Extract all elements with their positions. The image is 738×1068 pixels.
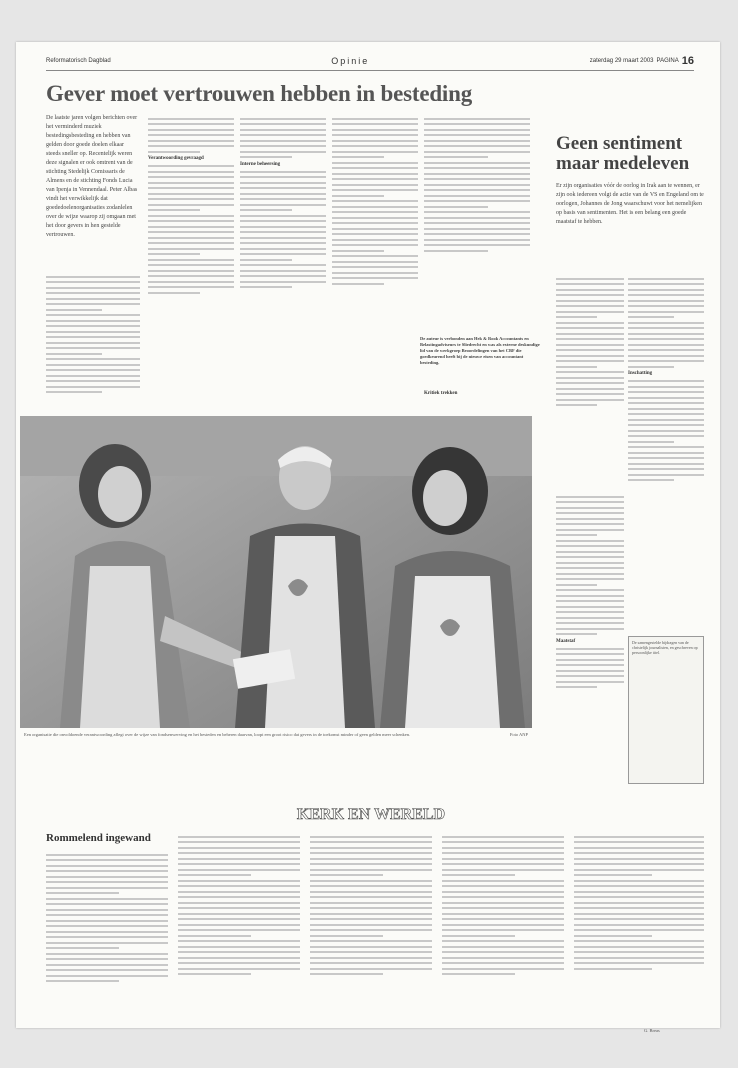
sidebar-column-1 bbox=[556, 274, 624, 410]
page-number: 16 bbox=[681, 55, 694, 67]
subhead-maatstaf: Maatstaf bbox=[556, 638, 576, 644]
sidebar-column-2 bbox=[628, 274, 704, 485]
page-label: PAGINA bbox=[656, 58, 679, 64]
sidebar-note-text: De samengestelde bijdragen van de christelijk journalisten, en geschreven op persoonlijke titel. bbox=[632, 640, 698, 655]
kerk-column-1 bbox=[46, 850, 168, 986]
sidebar-lede: Er zijn organisaties vóór de oorlog in Irak aan te wennen, er zijn ook iedereen volgt de actie van de VS en Engeland om te oorlogen, Johannes de Jong waarschuwt voor het nemelijken op basis van sentimenten. Het is een belang een goede maatstaf te hebben. bbox=[556, 183, 704, 225]
photo-caption bbox=[24, 732, 528, 738]
photo-illustration bbox=[20, 416, 532, 728]
kerk-column-4 bbox=[442, 832, 564, 979]
article-lede: De laatste jaren volgen berichten over het verminderd muziek bestedingsbesteding en hebben van gelden door goede doelen elkaar steeds sneller op. Recentelijk weren deze signalen er ook omtrent van de stichting Stedelijk Comissaris de Almens en de stichting Fonds Lucia van Ipenja in Vennendaal. Peter Albas vindt het verwikkelijk dat goededoelenorganisaties zodanlelen over de wijze waarop zij omgaan met het door gevers in hen gestelde vertrouwen. bbox=[46, 115, 138, 238]
kerk-column-2 bbox=[178, 832, 300, 979]
kerk-byline: G. Breas bbox=[644, 1028, 660, 1033]
date-and-page bbox=[590, 55, 694, 67]
sidebar-title: Geen sentiment maar medeleven bbox=[556, 133, 690, 174]
article-column-2 bbox=[148, 114, 234, 297]
subhead-interne-beheersing: Interne beheersing bbox=[240, 161, 281, 167]
newspaper-page bbox=[16, 42, 720, 1033]
newspaper-name: Reformatorisch Dagblad bbox=[46, 58, 111, 64]
article-column-4 bbox=[332, 114, 418, 288]
article-column-5 bbox=[424, 114, 530, 255]
kerk-column-3 bbox=[310, 832, 432, 979]
kerk-en-wereld-logo-svg bbox=[296, 802, 446, 824]
kerk-en-wereld-logo bbox=[296, 802, 446, 824]
article-column-1 bbox=[46, 272, 140, 397]
masthead bbox=[46, 52, 694, 71]
article-headline: Gever moet vertrouwen hebben in besteding bbox=[46, 81, 473, 106]
subhead-inschatting: Inschatting bbox=[628, 371, 653, 376]
kerk-article-title: Rommelend ingewand bbox=[46, 832, 151, 844]
author-note: De auteur is verbonden aan Hek & Rook Accountants en Belastingadviseurs te Sliedrecht en was als externe deskundige lid van de werkgroep Beoordelingen van het CBF die goedkeurend heeft bij de nieuwe eisen van accountant besteding. bbox=[420, 336, 540, 365]
article-column-3 bbox=[240, 114, 326, 292]
article-column-5b bbox=[424, 388, 530, 398]
section-name: Opinie bbox=[331, 56, 370, 66]
subhead-kritiek: Kritiek trekken bbox=[424, 391, 458, 396]
photo-credit: Foto ANP bbox=[509, 732, 528, 737]
sidebar-column-1b bbox=[556, 492, 624, 692]
sidebar-note-box bbox=[628, 636, 704, 784]
article-photo bbox=[20, 416, 532, 728]
issue-date: zaterdag 29 maart 2003 bbox=[589, 58, 654, 64]
kerk-en-wereld-label: KERK EN WERELD bbox=[296, 806, 446, 823]
photo-caption-text: Een organisatie die onvoldoende verantwoording aflegt over de wijze van fondsenwerving en het besteden en beheren daarvan, loopt een groot risico dat gevers in de toekomst minder of geen gelden meer schenken. bbox=[24, 732, 411, 737]
kerk-column-5 bbox=[574, 832, 704, 973]
subhead-verantwoording: Verantwoording gevraagd bbox=[148, 156, 204, 161]
